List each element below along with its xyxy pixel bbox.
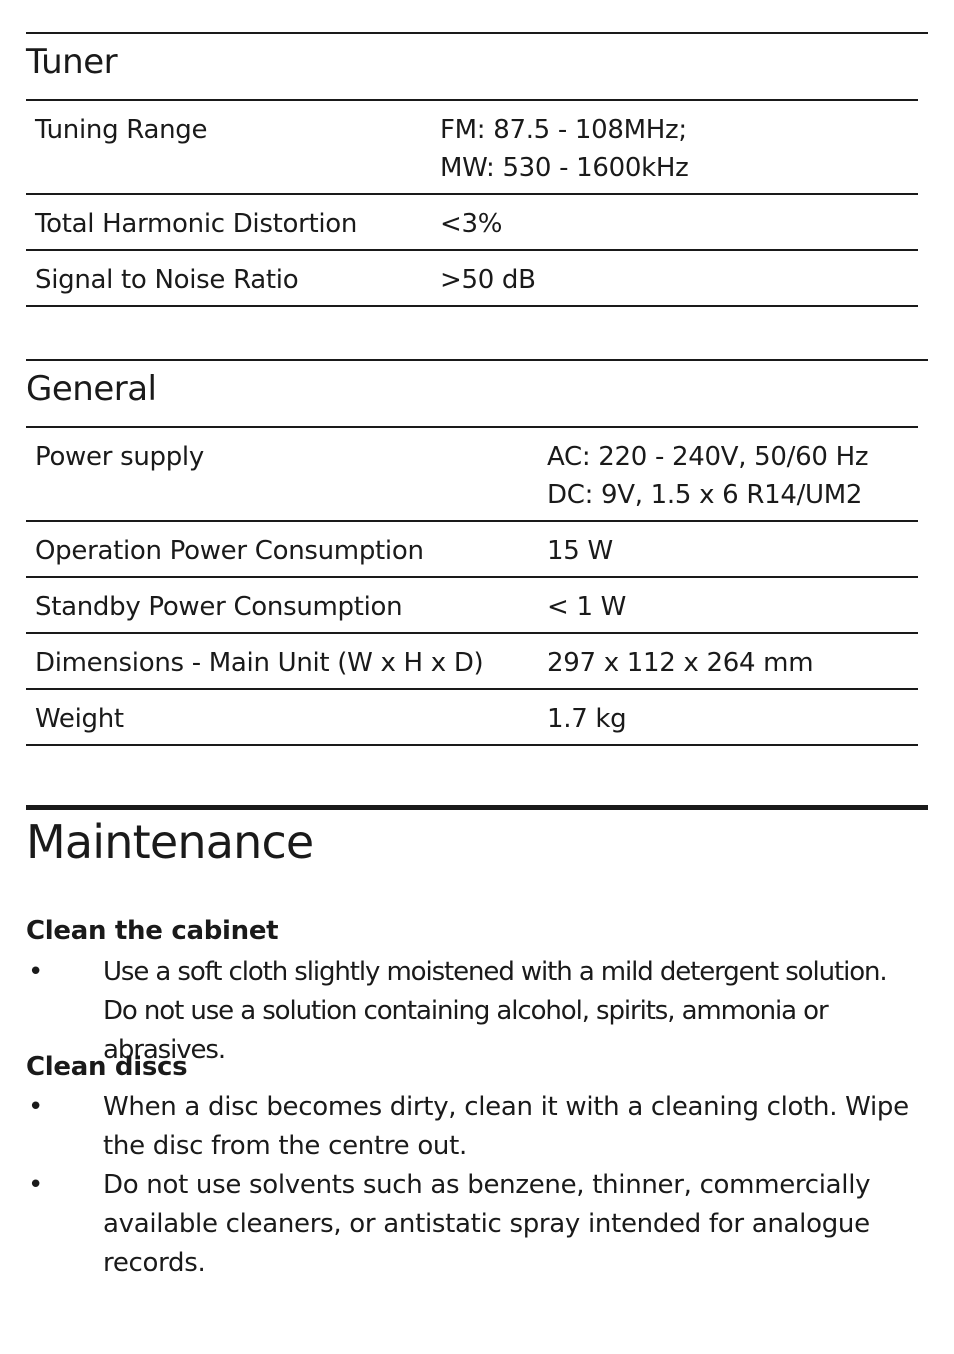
spec-label: Tuning Range xyxy=(35,115,208,145)
list-item: • Use a soft cloth slightly moistened with a mild detergent solution. Do not use a solution containing alcohol, spirits, ammonia or abrasives. xyxy=(26,953,926,1070)
table-row xyxy=(26,577,918,633)
tuner-top-rule xyxy=(26,32,928,34)
table-row xyxy=(26,521,918,577)
spec-value: AC: 220 - 240V, 50/60 Hz DC: 9V, 1.5 x 6 R14/UM2 xyxy=(547,442,869,510)
spec-label: Power supply xyxy=(35,442,204,472)
bullet-icon: • xyxy=(28,957,43,987)
spec-value: 15 W xyxy=(547,536,613,566)
spec-value: < 1 W xyxy=(547,592,627,622)
maintenance-top-rule xyxy=(26,805,928,810)
spec-label: Standby Power Consumption xyxy=(35,592,403,622)
spec-value: FM: 87.5 - 108MHz; MW: 530 - 1600kHz xyxy=(440,115,689,183)
maintenance-heading: Maintenance xyxy=(26,815,314,869)
clean-cabinet-heading: Clean the cabinet xyxy=(26,916,279,946)
spec-label: Weight xyxy=(35,704,124,734)
list-item: • When a disc becomes dirty, clean it with a cleaning cloth. Wipe the disc from the centre out. xyxy=(26,1088,926,1166)
table-row xyxy=(26,250,918,306)
spec-label: Signal to Noise Ratio xyxy=(35,265,299,295)
tuner-spec-table xyxy=(26,99,918,307)
clean-discs-heading: Clean discs xyxy=(26,1052,188,1082)
general-top-rule xyxy=(26,359,928,361)
list-item: • Do not use solvents such as benzene, thinner, commercially available cleaners, or antistatic spray intended for analogue records. xyxy=(26,1166,926,1283)
spec-value: <3% xyxy=(440,209,503,239)
spec-value: 297 x 112 x 264 mm xyxy=(547,648,814,678)
spec-label: Dimensions - Main Unit (W x H x D) xyxy=(35,648,484,678)
clean-discs-list xyxy=(26,1088,926,1283)
table-row xyxy=(26,427,918,521)
spec-value: 1.7 kg xyxy=(547,704,627,734)
spec-label: Operation Power Consumption xyxy=(35,536,424,566)
table-row xyxy=(26,633,918,689)
spec-value: >50 dB xyxy=(440,265,536,295)
table-row xyxy=(26,100,918,194)
bullet-icon: • xyxy=(28,1170,44,1200)
general-heading: General xyxy=(26,369,157,409)
table-row xyxy=(26,194,918,250)
spec-label: Total Harmonic Distortion xyxy=(35,209,358,239)
general-spec-table xyxy=(26,426,918,746)
bullet-icon: • xyxy=(28,1092,44,1122)
tuner-heading: Tuner xyxy=(26,42,118,82)
table-row xyxy=(26,689,918,745)
